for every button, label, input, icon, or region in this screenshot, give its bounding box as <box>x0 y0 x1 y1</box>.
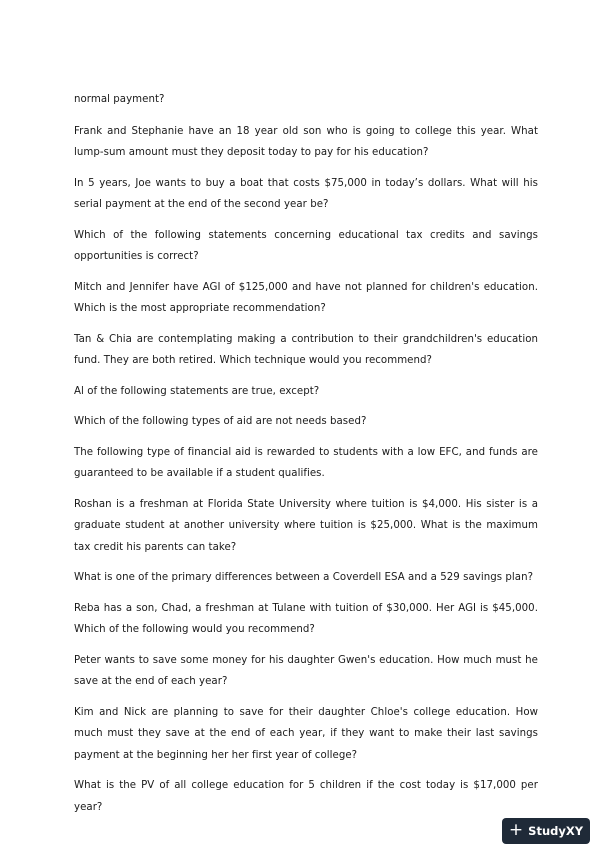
question-text: Roshan is a freshman at Florida State University where tuition is $4,000. His sister is a graduate student at another university where tuition is $25,000. What is the maximum tax credit his parents can take? <box>74 498 538 553</box>
question-text: Reba has a son, Chad, a freshman at Tulane with tuition of $30,000. Her AGI is $45,000. Which of the following would you recommend? <box>74 602 538 635</box>
question-text: In 5 years, Joe wants to buy a boat that costs $75,000 in today’s dollars. What will his serial payment at the end of the second year be? <box>74 177 538 210</box>
question-text: Which of the following types of aid are not needs based? <box>74 416 367 427</box>
studyxy-logo-text: StudyXY <box>528 824 584 838</box>
question-text: Mitch and Jennifer have AGI of $125,000 and have not planned for children's education. Which is the most appropriate recommendation? <box>74 281 538 314</box>
question-text: Tan & Chia are contemplating making a contribution to their grandchildren's education fund. They are both retired. Which technique would you recommend? <box>74 333 538 366</box>
question-text: Kim and Nick are planning to save for their daughter Chloe's college education. How much must they save at the end of each year, if they want to make their last savings payment at the beginning her her first year of college? <box>74 706 538 761</box>
question-text: Al of the following statements are true, except? <box>74 385 320 397</box>
question-text: The following type of financial aid is rewarded to students with a low EFC, and funds are guaranteed to be available if a student qualifies. <box>74 446 538 479</box>
studyxy-badge[interactable] <box>502 818 590 844</box>
plus-icon: + <box>508 819 524 840</box>
question-text: Peter wants to save some money for his daughter Gwen's education. How much must he save at the end of each year? <box>74 654 538 687</box>
question-text: Frank and Stephanie have an 18 year old son who is going to college this year. What lump-sum amount must they deposit today to pay for his education? <box>74 125 538 158</box>
question-text: Which of the following statements concerning educational tax credits and savings opportunities is correct? <box>74 229 538 262</box>
question-text: normal payment? <box>74 94 165 105</box>
question-text: What is one of the primary differences between a Coverdell ESA and a 529 savings plan? <box>74 572 534 583</box>
question-text: What is the PV of all college education for 5 children if the cost today is $17,000 per year? <box>74 780 538 813</box>
document-body <box>74 89 538 827</box>
